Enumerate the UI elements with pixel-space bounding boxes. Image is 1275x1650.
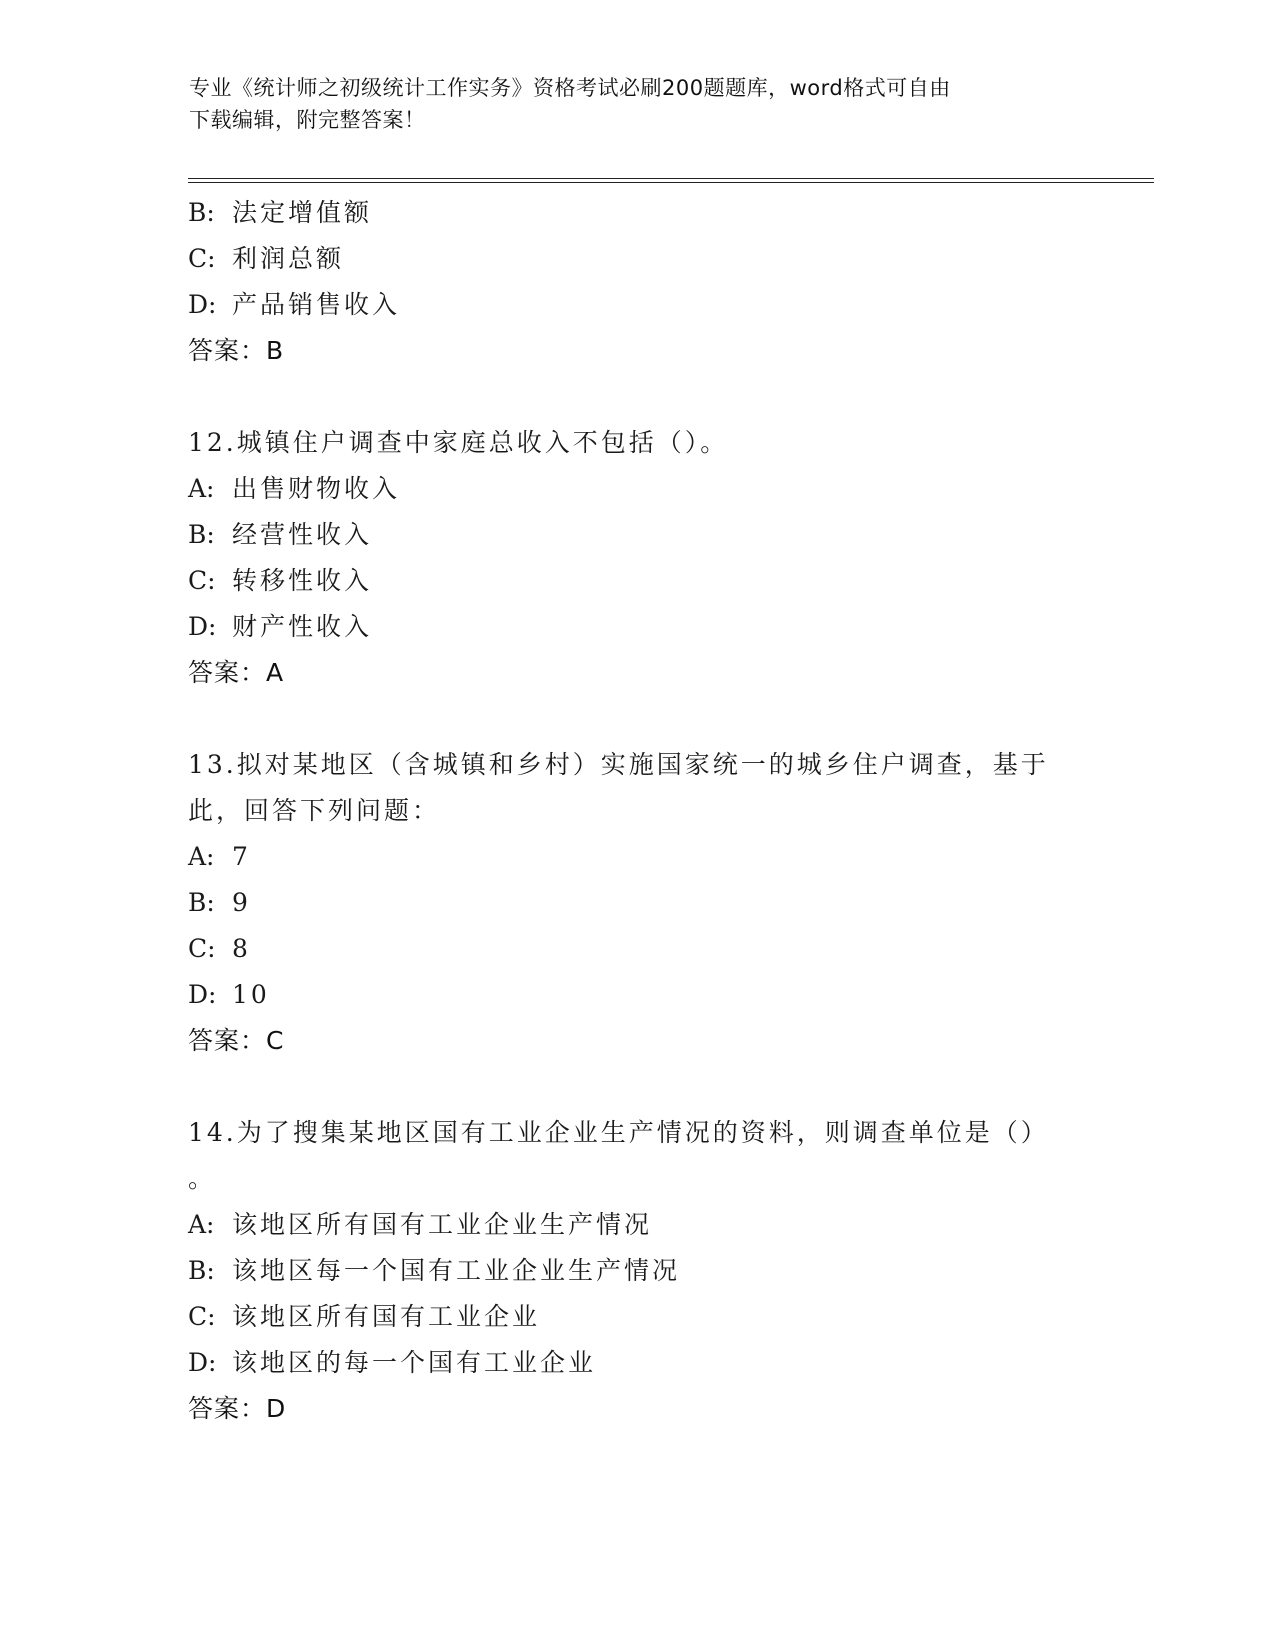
option-c: C: 8 [188,934,251,963]
question-title-line-2: 。 [188,1164,217,1193]
header-divider [188,178,1154,183]
question-title-line-2: 此，回答下列问题： [188,796,441,825]
option-b: B: 经营性收入 [188,520,373,549]
option-c: C: 利润总额 [188,244,345,273]
option-d: D: 该地区的每一个国有工业企业 [188,1348,597,1377]
option-c: C: 该地区所有国有工业企业 [188,1302,541,1331]
option-d: D: 产品销售收入 [188,290,401,319]
option-c: C: 转移性收入 [188,566,373,595]
question-title-line-1: 14.为了搜集某地区国有工业企业生产情况的资料，则调查单位是（） [188,1118,1049,1147]
question-12 [188,420,1088,696]
header-line-2: 下载编辑，附完整答案！ [189,108,426,132]
option-d: D: 财产性收入 [188,612,373,641]
page-header [189,72,1069,136]
spacer [188,1064,1088,1110]
question-title: 12.城镇住户调查中家庭总收入不包括（）。 [188,428,729,457]
option-d: D: 10 [188,980,270,1009]
option-a: A: 7 [188,842,251,871]
question-14 [188,1110,1088,1432]
answer-line: 答案：C [188,1026,285,1055]
question-title-line-1: 13.拟对某地区（含城镇和乡村）实施国家统一的城乡住户调查，基于 [188,750,1049,779]
option-b: B: 法定增值额 [188,198,373,227]
spacer [188,374,1088,420]
answer-line: 答案：B [188,336,285,365]
option-a: A: 出售财物收入 [188,474,401,503]
question-13 [188,742,1088,1064]
option-b: B: 9 [188,888,251,917]
header-line-1: 专业《统计师之初级统计工作实务》资格考试必刷200题题库，word格式可自由 [189,76,951,100]
option-b: B: 该地区每一个国有工业企业生产情况 [188,1256,681,1285]
spacer [188,696,1088,742]
answer-line: 答案：A [188,658,285,687]
question-11-continued [188,190,1088,374]
option-a: A: 该地区所有国有工业企业生产情况 [188,1210,653,1239]
document-body [188,190,1088,1432]
answer-line: 答案：D [188,1394,287,1423]
